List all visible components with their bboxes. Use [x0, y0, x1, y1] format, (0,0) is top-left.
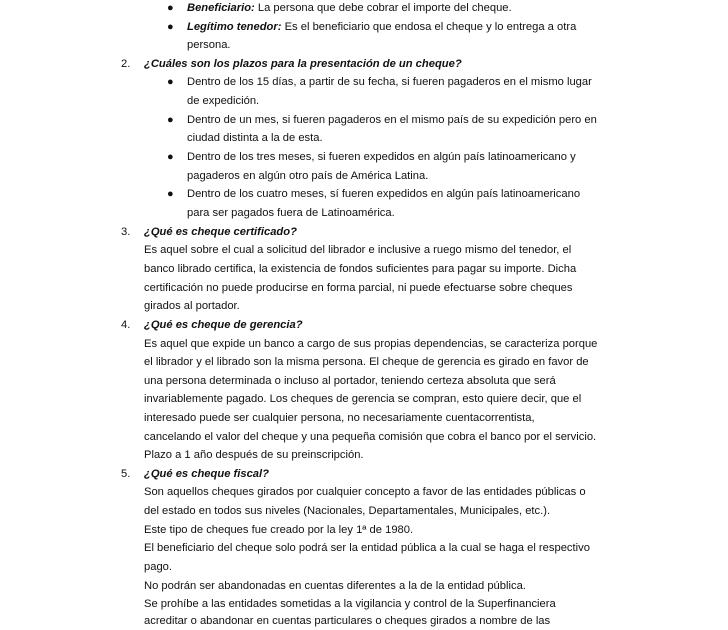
bullet-dot: ● — [167, 2, 174, 14]
term-label: Beneficiario: — [187, 2, 255, 14]
paragraph-line: Este tipo de cheques fue creado por la ley 1ª de 1980. — [144, 524, 414, 536]
section-number: 2. — [121, 58, 131, 70]
bullet-dot: ● — [167, 114, 174, 126]
paragraph-line: Se prohíbe a las entidades sometidas a la vigilancia y control de la Superfinanciera — [144, 598, 556, 610]
bullet-text-continued: para ser pagados fuera de Latinoamérica. — [187, 207, 395, 219]
paragraph-line: No podrán ser abandonadas en cuentas diferentes a la de la entidad pública. — [144, 580, 526, 592]
paragraph-line: Son aquellos cheques girados por cualquier concepto a favor de las entidades públicas o — [144, 486, 586, 498]
section-number: 3. — [121, 226, 131, 238]
bullet-legitimo-tenedor — [187, 20, 576, 34]
bullet-text-continued: pagaderos en algún otro país de América Latina. — [187, 170, 429, 182]
paragraph-line: el librador y el librado son la misma persona. El cheque de gerencia es girado en favor de — [144, 356, 589, 368]
bullet-text: Dentro de los 15 días, a partir de su fecha, si fueren pagaderos en el mismo lugar — [187, 76, 592, 88]
paragraph-line: El beneficiario del cheque solo podrá ser la entidad pública a la cual se haga el respectivo — [144, 542, 590, 554]
section-number: 5. — [121, 468, 131, 480]
bullet-dot: ● — [167, 21, 174, 33]
bullet-text-continued: persona. — [187, 39, 231, 51]
bullet-dot: ● — [167, 76, 174, 88]
paragraph-line: girados al portador. — [144, 300, 240, 312]
paragraph-line: acreditar o abandonar en cuentas particulares o cheques girados a nombre de las — [144, 615, 551, 627]
bullet-text: Dentro de los cuatro meses, sí fueren expedidos en algún país latinoamericano — [187, 188, 581, 200]
bullet-dot: ● — [167, 188, 174, 200]
paragraph-line: una persona determinada o incluso al portador, teniendo certeza absoluta que será — [144, 375, 556, 387]
section-question: ¿Cuáles son los plazos para la presentación de un cheque? — [144, 58, 462, 70]
bullet-beneficiario — [187, 1, 512, 15]
paragraph-line: pago. — [144, 561, 172, 573]
bullet-text: Dentro de los tres meses, si fueren expedidos en algún país latinoamericano y — [187, 151, 576, 163]
bullet-text: Dentro de un mes, si fueren pagaderos en el mismo país de su expedición pero en — [187, 114, 597, 126]
paragraph-line: banco librado certifica, la existencia de fondos suficientes para pagar su importe. Dicha — [144, 263, 577, 275]
bullet-dot: ● — [167, 151, 174, 163]
paragraph-line: Es aquel que expide un banco a cargo de sus propias dependencias, se caracteriza porque — [144, 338, 598, 350]
bullet-text: La persona que debe cobrar el importe del cheque. — [254, 2, 512, 14]
bullet-text: Es el beneficiario que endosa el cheque y lo entrega a otra — [281, 21, 577, 33]
section-question: ¿Qué es cheque fiscal? — [144, 468, 269, 480]
term-label: Legítimo tenedor: — [187, 21, 282, 33]
paragraph-line: interesado puede ser cualquier persona, no necesariamente cuentacorrentista, — [144, 412, 535, 424]
section-question: ¿Qué es cheque certificado? — [144, 226, 297, 238]
section-question: ¿Qué es cheque de gerencia? — [144, 319, 303, 331]
paragraph-line: del estado en todos sus niveles (Nacionales, Departamentales, Municipales, etc.). — [144, 505, 551, 517]
paragraph-line: invariablemente pagado. Los cheques de gerencia se compran, esto quiere decir, que el — [144, 393, 582, 405]
section-number: 4. — [121, 319, 131, 331]
bullet-text-continued: ciudad distinta a la de esta. — [187, 132, 323, 144]
paragraph-line: Plazo a 1 año después de su preinscripción. — [144, 449, 364, 461]
paragraph-line: certificación no puede producirse en forma parcial, ni puede efectuarse sobre cheques — [144, 282, 573, 294]
paragraph-line: cancelando el valor del cheque y una pequeña comisión que cobra el banco por el servicio. — [144, 431, 597, 443]
paragraph-line: Es aquel sobre el cual a solicitud del librador e inclusive a ruego mismo del tenedor, el — [144, 244, 572, 256]
bullet-text-continued: de expedición. — [187, 95, 260, 107]
